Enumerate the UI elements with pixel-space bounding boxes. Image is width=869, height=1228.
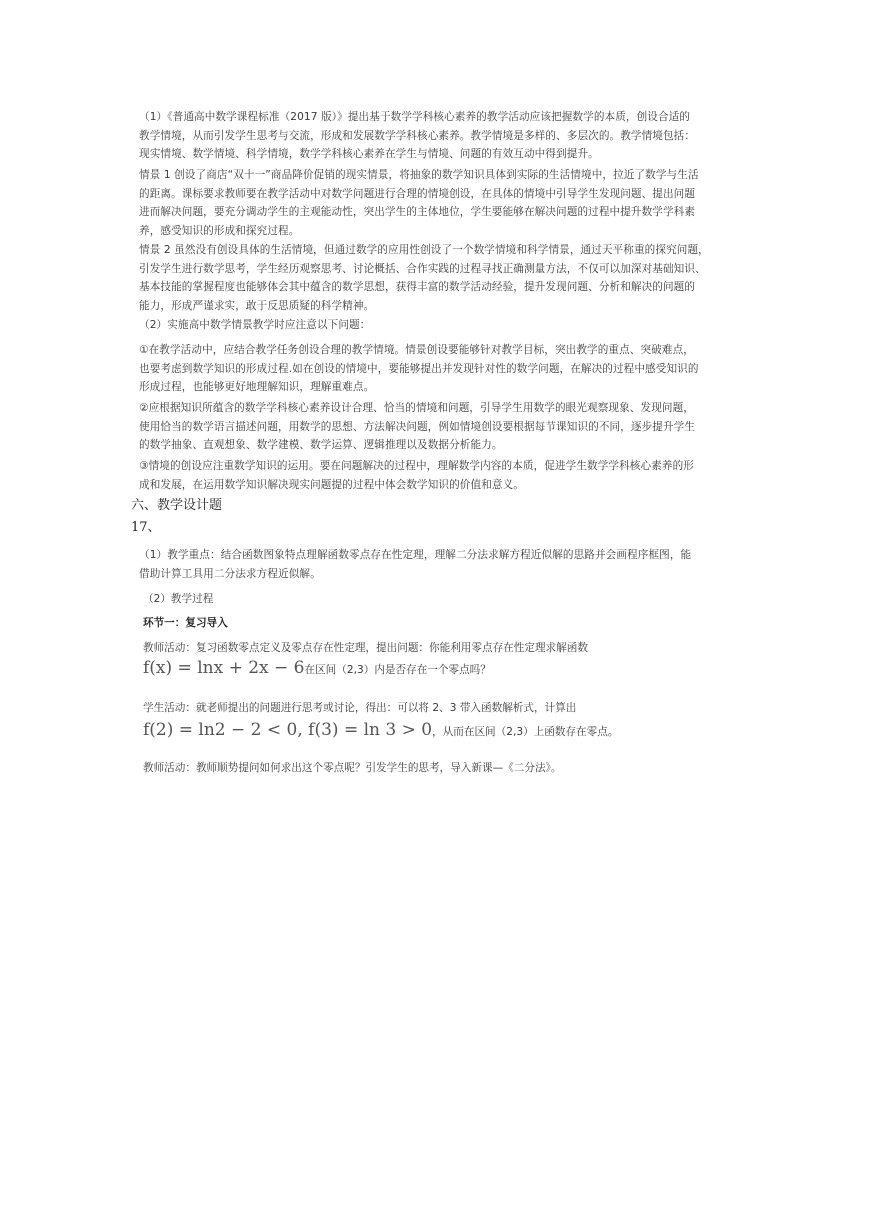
student-activity: 学生活动：就老师提出的问题进行思考或讨论，得出：可以将 2、3 带入函数解析式，计算出	[143, 702, 577, 714]
formula-2: f(2) = ln2 − 2 < 0, f(3) = ln 3 > 0	[143, 720, 433, 740]
text-line: 形成过程，也能够更好地理解知识，理解重难点。	[139, 381, 375, 393]
paragraph-note-3	[139, 457, 731, 494]
text-line: ②应根据知识所蕴含的数学学科核心素养设计合理、恰当的情境和问题，引导学生用数学的眼光观察现象、发现问题，	[139, 402, 694, 414]
text-line: 成和发展，在运用数学知识解决现实问题提的过程中体会数学知识的价值和意义。	[139, 478, 524, 491]
text-line: 情景 1 创设了商店“双十一”商品降价促销的现实情景，将抽象的数学知识具体到实际的生活情境中，拉近了数学与生活	[139, 169, 699, 181]
text-line: （1）教学重点：结合函数图象特点理解函数零点存在性定理，理解二分法求解方程近似解的思路并会画程序框图，能	[139, 549, 692, 561]
text-line: 现实情境、数学情境、科学情境，数学学科核心素养在学生与情境、问题的有效互动中得到提升。	[139, 148, 599, 160]
stage-one-title: 环节一：复习导入	[143, 617, 228, 629]
formula-line-2	[143, 720, 618, 740]
paragraph-curriculum-standard	[139, 108, 731, 164]
text-line: 养，感受知识的形成和探究过程。	[139, 224, 300, 237]
text-line: 引发学生进行数学思考，学生经历观察思考、讨论概括、合作实践的过程寻找正确测量方法，不仅可以加深对基础知识、	[139, 262, 706, 275]
text-line: 的数学抽象、直观想象、数学建模、数学运算、逻辑推理以及数据分析能力。	[139, 439, 503, 451]
paragraph-note-2	[139, 399, 731, 455]
text-line: ①在教学活动中，应结合教学任务创设合理的教学情境。情景创设要能够针对教学目标，突出教学的重点、突破难点，	[139, 344, 694, 356]
paragraph-scenario-1	[139, 166, 731, 240]
text-line: 教学情境，从而引发学生思考与交流，形成和发展数学学科核心素养。教学情境是多样的、多层次的。教学情境包括：	[139, 129, 696, 142]
teaching-process-label: （2）教学过程	[143, 593, 214, 605]
paragraph-note-1	[139, 341, 731, 397]
text-line: 的距离。课标要求教师要在教学活动中对数学问题进行合理的情境创设，在具体的情境中引导学生发现问题、提出问题	[139, 187, 696, 200]
paragraph-scenario-2	[139, 241, 731, 315]
question-number: 17、	[131, 520, 161, 535]
paragraph-notes-title	[139, 316, 731, 335]
teacher-activity-1: 教师活动：复习函数零点定义及零点存在性定理，提出问题：你能利用零点存在性定理求解函数	[143, 642, 588, 654]
text-line: 也要考虑到数学知识的形成过程.如在创设的情境中，要能够提出并发现针对性的数学问题，在解决的过程中感受知识的	[139, 362, 699, 375]
text-line: （2）实施高中数学情景教学时应注意以下问题：	[139, 319, 371, 331]
formula-2-suffix: ，从而在区间（2,3）上函数存在零点。	[432, 726, 619, 738]
teacher-activity-2: 教师活动：教师顺势提问如何求出这个零点呢？引发学生的思考，导入新课—《二分法》。	[143, 762, 562, 774]
text-line: （1）《普通高中数学课程标准（2017 版）》提出基于数学学科核心素养的教学活动应该把握数学的本质，创设合适的	[139, 111, 691, 123]
paragraph-teaching-focus	[139, 546, 731, 583]
text-line: 进而解决问题，要充分调动学生的主观能动性，突出学生的主体地位，学生要能够在解决问题的过程中提升数学学科素	[139, 206, 696, 218]
text-line: 借助计算工具用二分法求方程近似解。	[139, 567, 321, 580]
formula-1-suffix: 在区间（2,3）内是否存在一个零点吗？	[304, 664, 491, 676]
formula-line-1	[143, 658, 491, 678]
text-line: 能力，形成严谨求实，敢于反思质疑的科学精神。	[139, 299, 375, 312]
text-line: ③情境的创设应注重数学知识的运用。要在问题解决的过程中，理解数学内容的本质，促进学生数学学科核心素养的形	[139, 460, 694, 472]
text-line: 基本技能的掌握程度也能够体会其中蕴含的数学思想，获得丰富的数学活动经验，提升发现问题、分析和解决的问题的	[139, 281, 696, 293]
text-line: 使用恰当的数学语言描述问题，用数学的思想、方法解决问题，例如情境创设要根据每节课知识的不同，逐步提升学生	[139, 420, 696, 433]
text-line: 情景 2 虽然没有创设具体的生活情境，但通过数学的应用性创设了一个数学情境和科学情景，通过天平称重的探究问题，	[139, 244, 709, 256]
section-heading: 六、教学设计题	[131, 498, 223, 513]
formula-1: f(x) = lnx + 2x − 6	[143, 658, 305, 678]
